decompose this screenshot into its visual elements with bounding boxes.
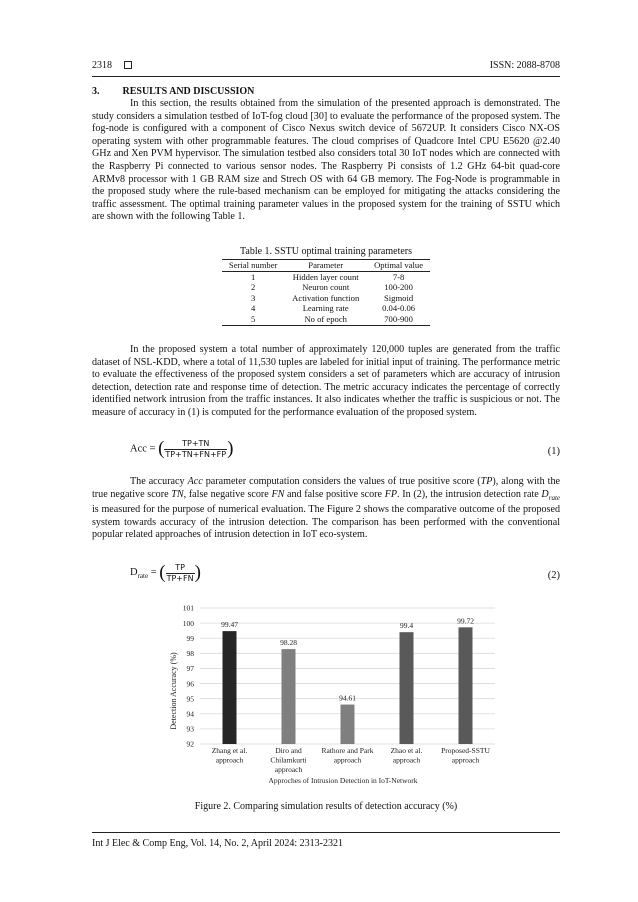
bar-value-label: 99.47 [221,620,238,630]
table-cell: 0.04-0.06 [382,303,416,314]
table-cell: 5 [222,314,284,325]
checkbox-square-icon [124,61,132,69]
header-cell: Parameter [284,260,367,272]
x-tick-label: Rathore and Park approach [321,746,374,765]
table-row [222,271,430,282]
bar [459,627,473,744]
y-tick-label: 96 [186,679,194,689]
equation-denominator: TP+TN+FN+FP [165,449,227,459]
table-row [222,303,430,314]
table-caption: Table 1. SSTU optimal training parameters [239,246,413,257]
header-rule [92,76,560,77]
paragraph-1: In this section, the results obtained from the simulation of the presented approach is demonstrated. The study considers a simulation testbed of IoT-fog cloud [30] to evaluate the performance of the proposed system. The fog-node is configured with a component of Cisco Nexus switch device of 5672UP. It considers Cisco NX-OS operating system with other programmable features. The cloud comprises of Quadcore Intel CPU E5620 @2.40 GHz and Xen PVM hypervisor. The simulation testbed also considers total 30 IoT nodes which are connected with the Raspberry Pi connected to various sensor nodes. The Raspberry Pi consists of 1.2 GHz 64-bit quad-core ARMv8 processor with 1 GB RAM size and Strech OS with 64 GB memory. The Fog-Node is programmable in the proposed study where the rule-based mechanism can be employed for mitigating the attacks considering the traffic assessment. The optimal training parameter values in the proposed system for the training of SSTU which are shown with the following Table 1. [92,98,560,223]
bar [223,631,237,744]
equation-2: $D_{rate}$ = ( $\frac{TP}{TP+FN}$ ) [130,562,201,583]
page-number: 2318 [92,60,112,71]
equation-numerator: TP+TN [164,439,227,450]
issn: ISSN: 2088-8708 [489,60,560,71]
table-cell: 3 [251,292,256,303]
table-cell: Hidden layer count [292,271,359,282]
footer-citation: Int J Elec & Comp Eng, Vol. 14, No. 2, April 2024: 2313-2321 [92,838,344,849]
y-tick-label: 101 [182,603,194,613]
paragraph-2: In the proposed system a total number of approximately 120,000 tuples are generated from the traffic dataset of NSL-KDD, where a total of 11,530 tuples are labeled for initial input of training. The performance metric to evaluate the effectiveness of the proposed system considers a set of parameters which are accuracy of intrusion detection, detection rate and response time of detection. The metric accuracy indicates the percentage of correctly identified network intrusion from the traffic instances. It also indicates whether the traffic is suspicious or not. The measure of accuracy in (1) is computed for the performance evaluation of the proposed system. [92,344,560,418]
table-header-row [222,260,430,272]
equation-number-1: (1) [547,446,560,457]
bar-value-label: 99.72 [457,616,474,626]
bar [400,632,414,744]
bar-value-label: 99.4 [399,621,414,631]
x-tick-label: Proposed-SSTU approach [441,746,490,765]
table-cell: Neuron count [302,282,350,293]
table-row [222,282,430,293]
figure-caption: Figure 2. Comparing simulation results of detection accuracy (%) [194,801,458,812]
table-cell: 1 [251,271,256,282]
paragraph-3: The accuracy Acc parameter computation considers the values of true positive score (TP), along with the true negative score TN, false negative score FN and false positive score FP. In (2), the intrusion detection rate $D_{rate}$ is measured for the purpose of numerical evaluation. The Figure 2 shows the comparative outcome of the proposed system towards accuracy of the intrusion detection. The comparison has been performed with the conventional popular related approaches of intrusion detection in IoT eco-system. [92,476,560,541]
section-heading [92,86,254,97]
x-tick-label: Zhao et al. approach [390,746,423,765]
chart-bars [223,627,473,744]
equation-number-2: (2) [547,570,560,581]
x-tick-label: Zhang et al. approach [211,746,248,765]
y-tick-label: 93 [186,724,194,734]
footer-rule [92,832,560,833]
equation-numerator: TP [166,563,195,574]
chart-x-labels [212,746,491,774]
detection-accuracy-bar-chart [150,598,500,790]
section-title: RESULTS AND DISCUSSION [122,86,255,97]
chart-value-labels [221,616,474,702]
bar [282,649,296,744]
equation-lhs: $D_{rate}$ = [130,567,157,581]
table-cell: 2 [251,282,256,293]
table-cell: Sigmoid [384,292,414,303]
table-cell: 100-200 [384,282,413,293]
bar [341,705,355,744]
section-number: 3. [92,86,100,97]
chart-x-axis-label: Approches of Intrusion Detection in IoT-Network [268,776,418,785]
y-tick-label: 97 [186,664,194,674]
equation-lhs: Acc = [130,443,156,455]
table-cell: 4 [251,303,256,314]
y-tick-label: 94 [186,709,194,719]
chart-y-ticks [183,604,195,749]
y-tick-label: 95 [186,694,194,704]
y-tick-label: 99 [186,633,194,643]
table-cell: Activation function [292,292,360,303]
y-tick-label: 100 [182,618,194,628]
equation-denominator: TP+FN [166,573,194,583]
y-tick-label: 92 [186,739,194,749]
table-row [222,314,430,325]
chart-y-axis-label: Detection Accuracy (%) [169,652,178,730]
bar-value-label: 94.61 [339,693,356,703]
equation-1: Acc = ( $\frac{TP+TN}{TP+TN+FN+FP}$ ) [130,438,234,459]
parameters-table [222,259,430,326]
bar-value-label: 98.28 [280,638,297,648]
table-cell: 7-8 [392,271,405,282]
y-tick-label: 98 [186,649,194,659]
table-cell: No of epoch [284,314,367,325]
header-cell: Optimal value [367,260,430,272]
table-cell: Learning rate [302,303,349,314]
table-cell: 700-900 [367,314,430,325]
table-row [222,293,430,304]
header-cell: Serial number [222,260,284,272]
x-tick-label: Diro and Chilamkurti approach [270,746,307,774]
